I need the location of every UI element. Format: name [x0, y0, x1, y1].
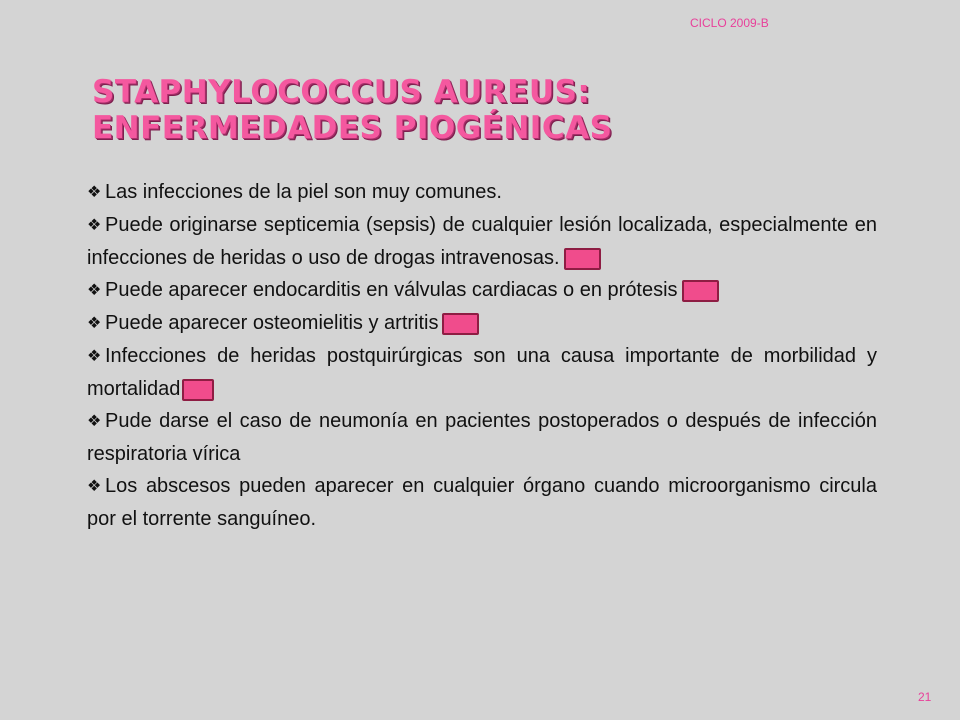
diamond-bullet-icon: ❖	[87, 282, 102, 299]
diamond-bullet-icon: ❖	[87, 413, 102, 430]
list-item	[87, 340, 877, 405]
cycle-label: CICLO 2009-B	[690, 16, 769, 30]
list-item	[87, 470, 877, 535]
bullet-list	[87, 176, 877, 535]
list-item	[87, 209, 877, 274]
diamond-bullet-icon: ❖	[87, 217, 102, 234]
action-button-marker[interactable]	[682, 280, 719, 302]
action-button-marker[interactable]	[182, 379, 214, 401]
list-item	[87, 405, 877, 470]
title-line-2: ENFERMEDADES PIOGÉNICAS	[92, 110, 613, 146]
slide-title	[92, 74, 612, 146]
diamond-bullet-icon: ❖	[87, 184, 102, 201]
list-item-text: Las infecciones de la piel son muy comunes.	[105, 181, 502, 203]
diamond-bullet-icon: ❖	[87, 478, 102, 495]
list-item	[87, 274, 877, 307]
action-button-marker[interactable]	[442, 313, 479, 335]
page-number: 21	[918, 690, 932, 704]
action-button-marker[interactable]	[564, 248, 601, 270]
diamond-bullet-icon: ❖	[87, 315, 102, 332]
title-line-1: STAPHYLOCOCCUS AUREUS:	[92, 74, 591, 110]
list-item-text: Puede originarse septicemia (sepsis) de cualquier lesión localizada, especialmente en infecciones de heridas o uso de drogas intravenosas.	[87, 214, 877, 269]
list-item-text: Puede aparecer endocarditis en válvulas cardiacas o en prótesis	[105, 279, 678, 301]
diamond-bullet-icon: ❖	[87, 348, 102, 365]
list-item-text: Los abscesos pueden aparecer en cualquier órgano cuando microorganismo circula por el torrente sanguíneo.	[87, 475, 877, 530]
list-item-text: Pude darse el caso de neumonía en pacientes postoperados o después de infección respiratoria vírica	[87, 410, 877, 465]
list-item	[87, 176, 877, 209]
list-item-text: Puede aparecer osteomielitis y artritis	[105, 312, 439, 334]
list-item	[87, 307, 877, 340]
list-item-text: Infecciones de heridas postquirúrgicas son una causa importante de morbilidad y mortalidad	[87, 345, 877, 400]
